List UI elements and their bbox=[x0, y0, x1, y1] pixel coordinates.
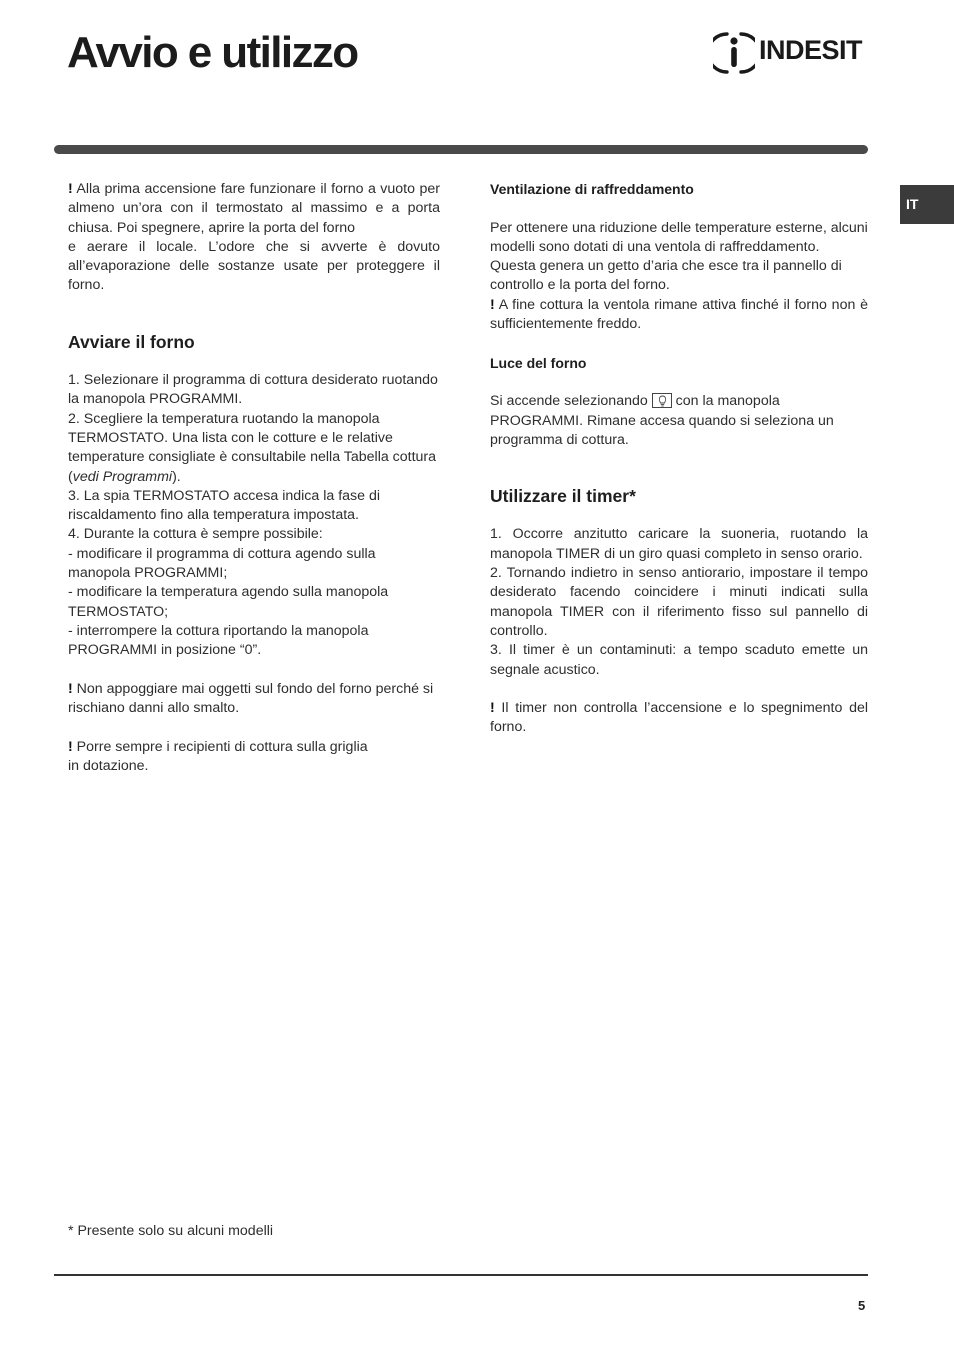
language-tab: IT bbox=[900, 185, 954, 224]
luce-text-part1: Si accende selezionando bbox=[490, 393, 652, 410]
intro-text: Alla prima accensione fare funzionare il forno a vuoto per almeno un’ora con il termostato al massimo e a porta chiusa. Poi spegnere, aprire la porta del forno e aerare il locale. L’odore che si avverte è dovuto all’evaporazione delle sostanze usate per proteggere il forno. bbox=[68, 181, 440, 294]
footnote: * Presente solo su alcuni modelli bbox=[68, 1223, 274, 1239]
note-smalto-text: Non appoggiare mai oggetti sul fondo del forno perché si rischiano danni allo smalto. bbox=[68, 680, 434, 717]
intro-paragraph bbox=[68, 180, 440, 296]
warning-mark: ! bbox=[490, 296, 495, 313]
right-column bbox=[490, 180, 868, 738]
ventilazione-note-text: A fine cottura la ventola rimane attiva finché il forno non è sufficientemente freddo. bbox=[490, 296, 868, 333]
timer-note-text: Il timer non controlla l’accensione e lo spegnimento del forno. bbox=[490, 700, 868, 736]
timer-note bbox=[490, 699, 868, 738]
indesit-i-logo-icon bbox=[713, 30, 755, 76]
avviare-steps bbox=[68, 371, 440, 660]
ventilazione-text: Per ottenere una riduzione delle temperature esterne, alcuni modelli sono dotati di una ventola di raffreddamento. Questa genera un getto d’aria che esce tra il pannello di controllo e la porta del forno. bbox=[490, 219, 868, 294]
warning-mark: ! bbox=[68, 738, 73, 755]
warning-mark: ! bbox=[68, 181, 73, 197]
brand-logo bbox=[713, 30, 873, 76]
brand-wordmark: INDESIT bbox=[759, 35, 863, 65]
page-title: Avvio e utilizzo bbox=[67, 28, 358, 77]
note-smalto bbox=[68, 680, 440, 719]
luce-text bbox=[490, 392, 868, 450]
avviare-steps-part2: ). 3. La spia TERMOSTATO accesa indica la fase di riscaldamento fino alla temperatura impostata. 4. Durante la cottura è sempre possibile: - modificare il programma di cottura agendo sulla manopola PROGRAMMI; - modificare la temperatura agendo sulla manopola TERMOSTATO; - interrompere la cottura riportando la manopola PROGRAMMI in posizione “0”. bbox=[68, 468, 389, 659]
footer-divider bbox=[54, 1274, 868, 1276]
note-griglia bbox=[68, 738, 440, 777]
left-column bbox=[68, 180, 440, 776]
oven-lamp-icon bbox=[652, 393, 672, 408]
page-number: 5 bbox=[858, 1298, 866, 1313]
note-griglia-text: Porre sempre i recipienti di cottura sulla griglia in dotazione. bbox=[68, 738, 368, 775]
avviare-steps-italic: vedi Programmi bbox=[72, 468, 173, 485]
ventilazione-note bbox=[490, 296, 868, 335]
timer-text: 1. Occorre anzitutto caricare la suoneria, ruotando la manopola TIMER di un giro quasi completo in senso orario. 2. Tornando indietro in senso antiorario, impostare il tempo desiderato facendo coincidere i minuti indicati sulla manopola TIMER con il riferimento fisso sul pannello di controllo. 3. Il timer è un contaminuti: a tempo scaduto emette un segnale acustico. bbox=[490, 526, 868, 678]
heading-avviare: Avviare il forno bbox=[68, 332, 195, 353]
luce-text-part2: con la manopola PROGRAMMI. Rimane accesa quando si seleziona un programma di cottura. bbox=[490, 393, 834, 448]
heading-luce: Luce del forno bbox=[490, 354, 587, 371]
warning-mark: ! bbox=[68, 680, 73, 697]
heading-ventilazione: Ventilazione di raffreddamento bbox=[490, 181, 694, 197]
avviare-steps-part1: 1. Selezionare il programma di cottura desiderato ruotando la manopola PROGRAMMI. 2. Scegliere la temperatura ruotando la manopola TERMOSTATO. Una lista con le cotture e le relative temperature consigliate è consultabile nella Tabella cottura ( bbox=[68, 372, 438, 485]
header-divider bbox=[54, 145, 868, 154]
warning-mark: ! bbox=[490, 700, 495, 717]
heading-timer: Utilizzare il timer* bbox=[490, 486, 636, 507]
